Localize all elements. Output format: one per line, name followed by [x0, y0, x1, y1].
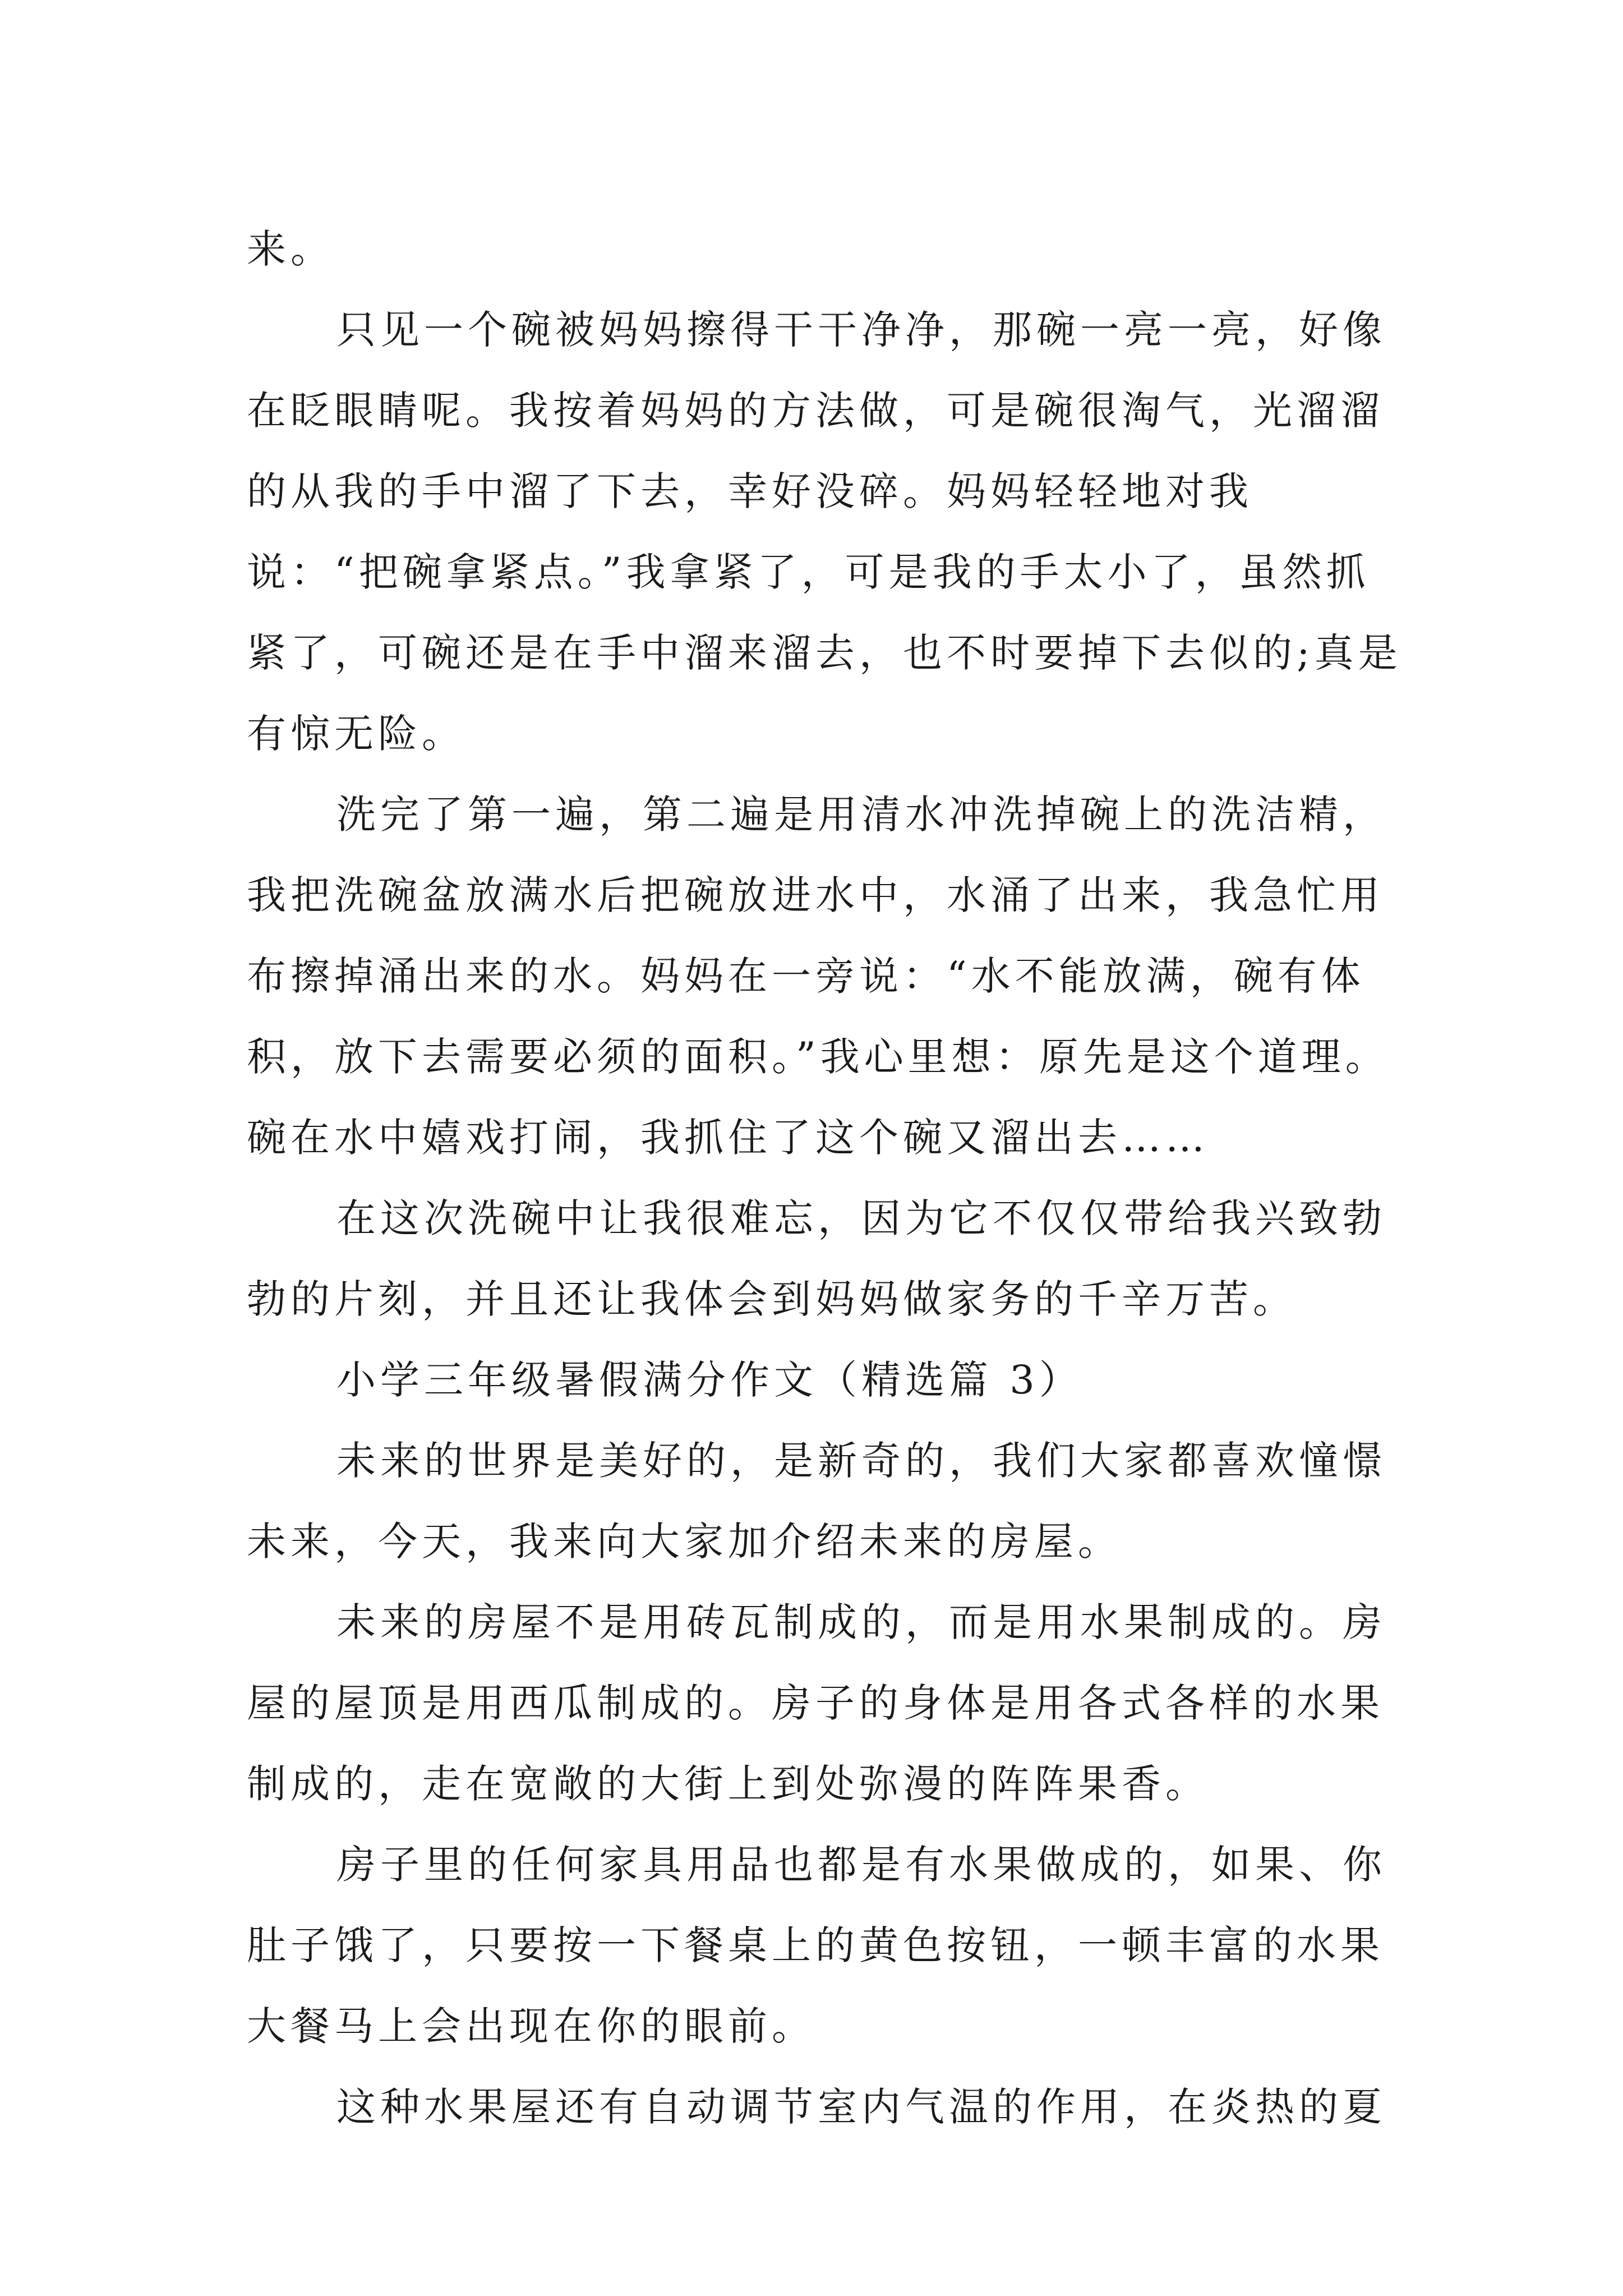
paragraph-8: 这种水果屋还有自动调节室内气温的作用，在炎热的夏: [336, 2084, 1386, 2130]
document-body: [247, 209, 1402, 2147]
paragraph-4: 在这次洗碗中让我很难忘，因为它不仅仅带给我兴致勃勃的片刻，并且还让我体会到妈妈做家务的千辛万苦。: [247, 1195, 1386, 1322]
paragraph-7: 房子里的任何家具用品也都是有水果做成的，如果、你肚子饿了，只要按一下餐桌上的黄色按钮，一顿丰富的水果大餐马上会出现在你的眼前。: [247, 1842, 1386, 2049]
paragraph-1: 来。: [247, 226, 334, 272]
paragraph-2: 只见一个碗被妈妈擦得干干净净，那碗一亮一亮，好像在眨眼睛呢。我按着妈妈的方法做，可是碗很淘气，光溜溜的从我的手中溜了下去，幸好没碎。妈妈轻轻地对我说：“把碗拿紧点。”我拿紧了，可是我的手太小了，虽然抓紧了，可碗还是在手中溜来溜去，也不时要掉下去似的;真是有惊无险。: [247, 307, 1402, 757]
paragraph-5: 未来的世界是美好的，是新奇的，我们大家都喜欢憧憬未来，今天，我来向大家加介绍未来的房屋。: [247, 1438, 1386, 1565]
paragraph-6: 未来的房屋不是用砖瓦制成的，而是用水果制成的。房屋的屋顶是用西瓜制成的。房子的身体是用各式各样的水果制成的，走在宽敞的大街上到处弥漫的阵阵果香。: [247, 1599, 1386, 1807]
paragraph-3: 洗完了第一遍，第二遍是用清水冲洗掉碗上的洗洁精，我把洗碗盆放满水后把碗放进水中，水涌了出来，我急忙用布擦掉涌出来的水。妈妈在一旁说：“水不能放满，碗有体积，放下去需要必须的面积。”我心里想：原先是这个道理。碗在水中嬉戏打闹，我抓住了这个碗又溜出去……: [247, 792, 1389, 1161]
section-heading: 小学三年级暑假满分作文（精选篇 3）: [336, 1357, 1083, 1403]
